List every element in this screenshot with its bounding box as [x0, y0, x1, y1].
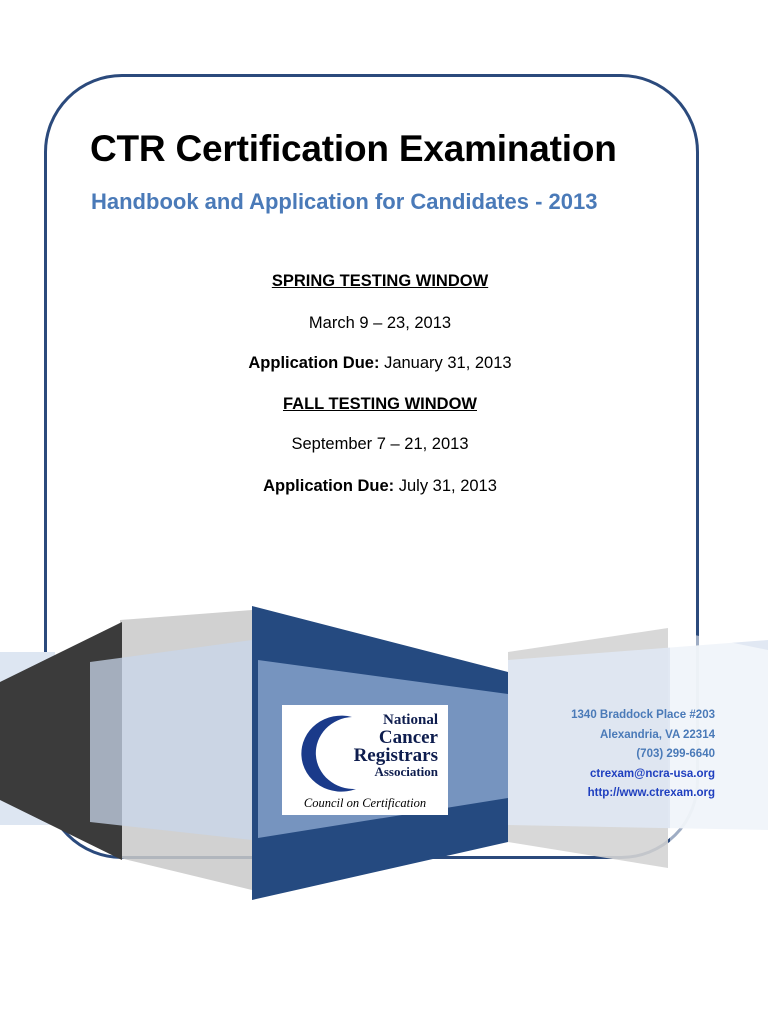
contact-block: [571, 706, 715, 804]
page-subtitle: Handbook and Application for Candidates - 2013: [91, 189, 598, 214]
address-line-1: 1340 Braddock Place #203: [571, 709, 715, 721]
fall-dates: September 7 – 21, 2013: [291, 435, 469, 453]
email-link[interactable]: ctrexam@ncra-usa.org: [590, 767, 715, 780]
spring-heading-text: SPRING TESTING WINDOW: [271, 272, 489, 290]
logo-caption: Council on Certification: [303, 796, 427, 810]
fall-due-date: July 31, 2013: [394, 477, 497, 495]
fall-due: [0, 477, 760, 496]
spring-dates: March 9 – 23, 2013: [308, 314, 452, 332]
spring-due-label: Application Due:: [248, 354, 380, 372]
fall-due-label: Application Due:: [263, 477, 395, 495]
spring-due: [0, 354, 760, 373]
page-title: CTR Certification Examination: [90, 128, 617, 169]
fall-heading-text: FALL TESTING WINDOW: [282, 395, 477, 413]
spring-heading: [0, 272, 760, 291]
phone-number: (703) 299-6640: [636, 748, 715, 760]
logo-line-1: National: [382, 712, 438, 728]
website-link[interactable]: http://www.ctrexam.org: [587, 787, 715, 799]
logo-line-2: Cancer: [378, 727, 438, 748]
banner-lightblue-block: [90, 640, 252, 840]
address-line-2: Alexandria, VA 22314: [599, 728, 715, 741]
spring-due-date: January 31, 2013: [379, 354, 512, 372]
ncra-logo: [282, 705, 448, 815]
fall-heading: [0, 395, 760, 414]
logo-line-4: Association: [374, 764, 438, 779]
logo-line-3: Registrars: [353, 745, 438, 766]
